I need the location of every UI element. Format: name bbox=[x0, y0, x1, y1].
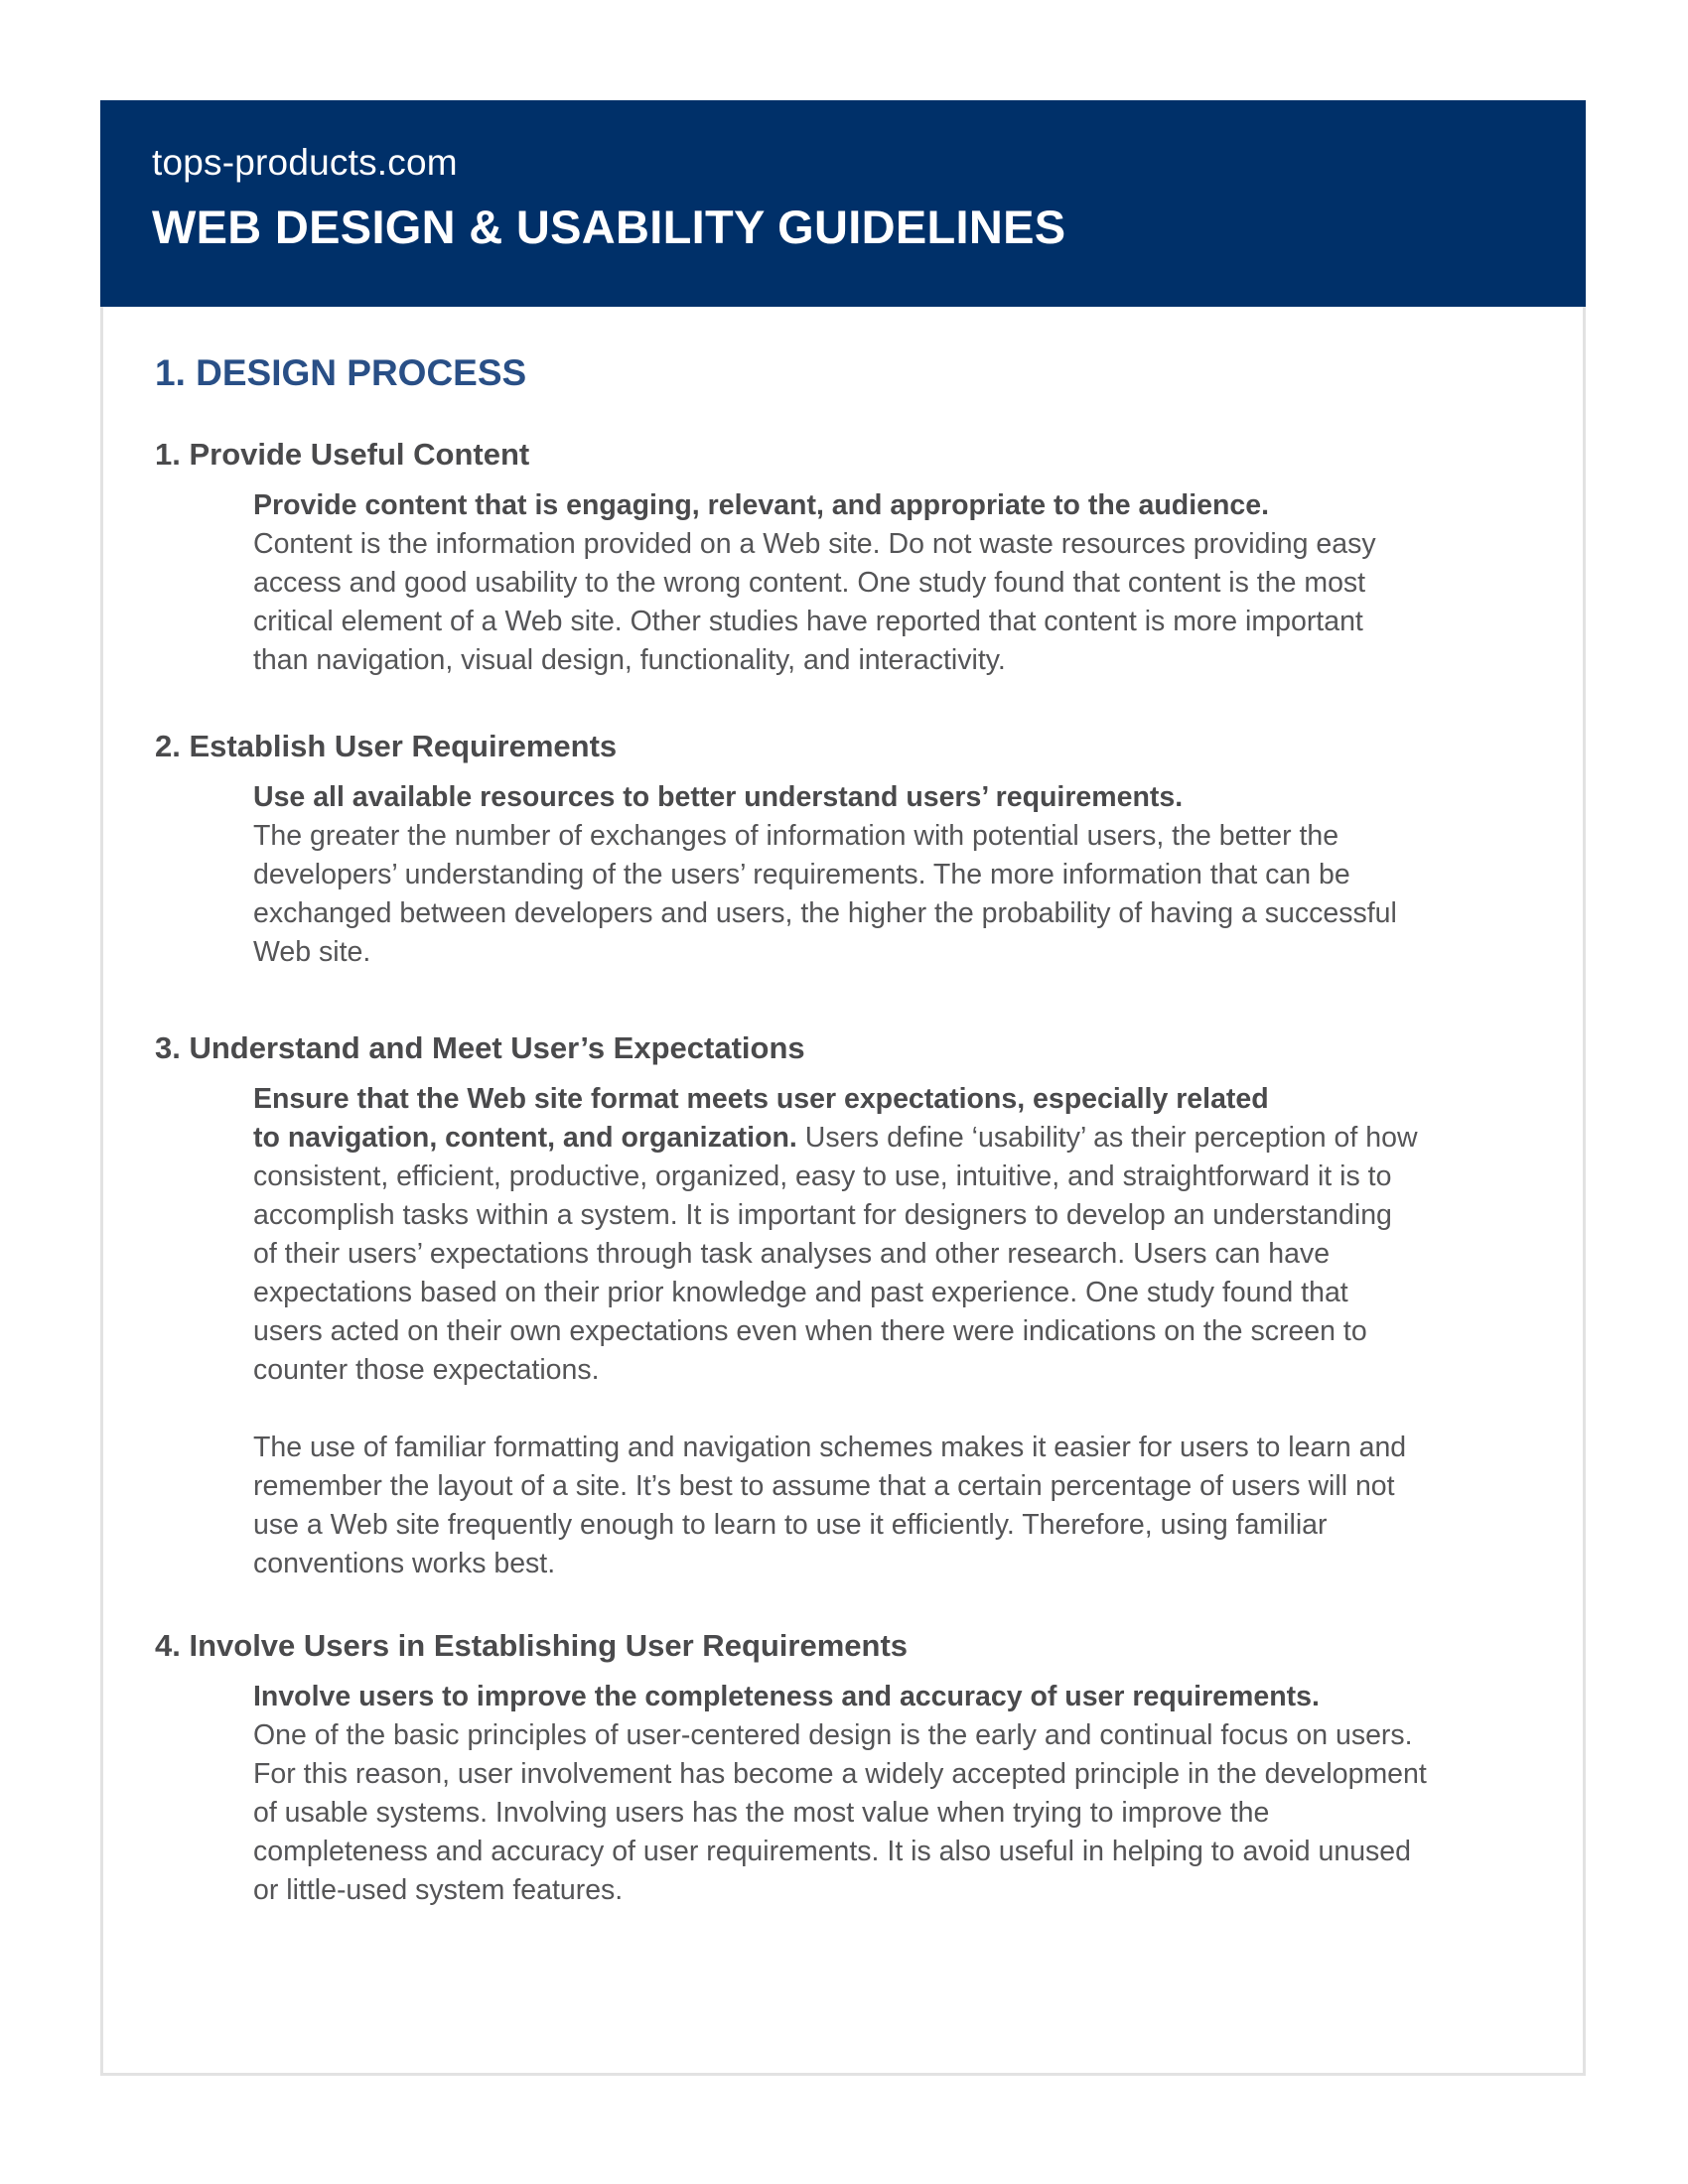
item-body-3-para-2 bbox=[253, 1429, 1544, 1583]
item-body-1 bbox=[253, 486, 1544, 680]
item-heading-1: 1. Provide Useful Content bbox=[155, 437, 530, 472]
item-lead-3: Ensure that the Web site format meets user expectations, especially related bbox=[253, 1083, 1269, 1115]
body-line: consistent, efficient, productive, organized, easy to use, intuitive, and straightforward it is to bbox=[253, 1160, 1392, 1192]
body-line: critical element of a Web site. Other studies have reported that content is more important bbox=[253, 606, 1363, 637]
section-title: 1. DESIGN PROCESS bbox=[155, 352, 527, 393]
body-line: The use of familiar formatting and navigation schemes makes it easier for users to learn and bbox=[253, 1432, 1407, 1463]
body-line: expectations based on their prior knowledge and past experience. One study found that bbox=[253, 1277, 1348, 1308]
item-body-4 bbox=[253, 1678, 1544, 1910]
item-body-2 bbox=[253, 778, 1544, 972]
body-line-rest: Users define ‘usability’ as their perception of how bbox=[796, 1122, 1418, 1154]
item-heading-2: 2. Establish User Requirements bbox=[155, 729, 618, 763]
body-line: access and good usability to the wrong content. One study found that content is the most bbox=[253, 567, 1366, 599]
body-line: use a Web site frequently enough to learn to use it efficiently. Therefore, using familiar bbox=[253, 1509, 1328, 1541]
item-lead-1: Provide content that is engaging, relevant, and appropriate to the audience. bbox=[253, 489, 1270, 521]
item-lead-2: Use all available resources to better understand users’ requirements. bbox=[253, 781, 1184, 813]
body-line: users acted on their own expectations even when there were indications on the screen to bbox=[253, 1315, 1367, 1347]
item-body-3 bbox=[253, 1080, 1544, 1390]
body-line: accomplish tasks within a system. It is important for designers to develop an understanding bbox=[253, 1199, 1392, 1231]
body-line: or little-used system features. bbox=[253, 1874, 624, 1906]
body-line: remember the layout of a site. It’s best to assume that a certain percentage of users will not bbox=[253, 1470, 1395, 1502]
body-line: than navigation, visual design, functionality, and interactivity. bbox=[253, 644, 1006, 676]
body-line: One of the basic principles of user-centered design is the early and continual focus on users. bbox=[253, 1719, 1413, 1751]
item-lead-4: Involve users to improve the completeness and accuracy of user requirements. bbox=[253, 1681, 1320, 1712]
body-line: Web site. bbox=[253, 936, 371, 968]
site-name: tops-products.com bbox=[152, 142, 458, 183]
body-line: of their users’ expectations through task analyses and other research. Users can have bbox=[253, 1238, 1331, 1270]
item-heading-4: 4. Involve Users in Establishing User Requirements bbox=[155, 1628, 909, 1663]
document-title: WEB DESIGN & USABILITY GUIDELINES bbox=[152, 201, 1066, 253]
header-banner bbox=[100, 100, 1586, 307]
body-line: exchanged between developers and users, the higher the probability of having a successful bbox=[253, 897, 1397, 929]
body-line: For this reason, user involvement has become a widely accepted principle in the development bbox=[253, 1758, 1427, 1790]
body-line bbox=[253, 1119, 1544, 1158]
body-line: counter those expectations. bbox=[253, 1354, 600, 1386]
item-heading-3: 3. Understand and Meet User’s Expectations bbox=[155, 1030, 805, 1065]
body-line: developers’ understanding of the users’ requirements. The more information that can be bbox=[253, 859, 1350, 890]
item-lead-3-cont: to navigation, content, and organization. bbox=[253, 1122, 797, 1154]
body-line: The greater the number of exchanges of information with potential users, the better the bbox=[253, 820, 1339, 852]
body-line: Content is the information provided on a Web site. Do not waste resources providing easy bbox=[253, 528, 1376, 560]
body-line: conventions works best. bbox=[253, 1548, 556, 1579]
body-line: of usable systems. Involving users has the most value when trying to improve the bbox=[253, 1797, 1270, 1829]
body-line: completeness and accuracy of user requirements. It is also useful in helping to avoid unused bbox=[253, 1836, 1411, 1867]
